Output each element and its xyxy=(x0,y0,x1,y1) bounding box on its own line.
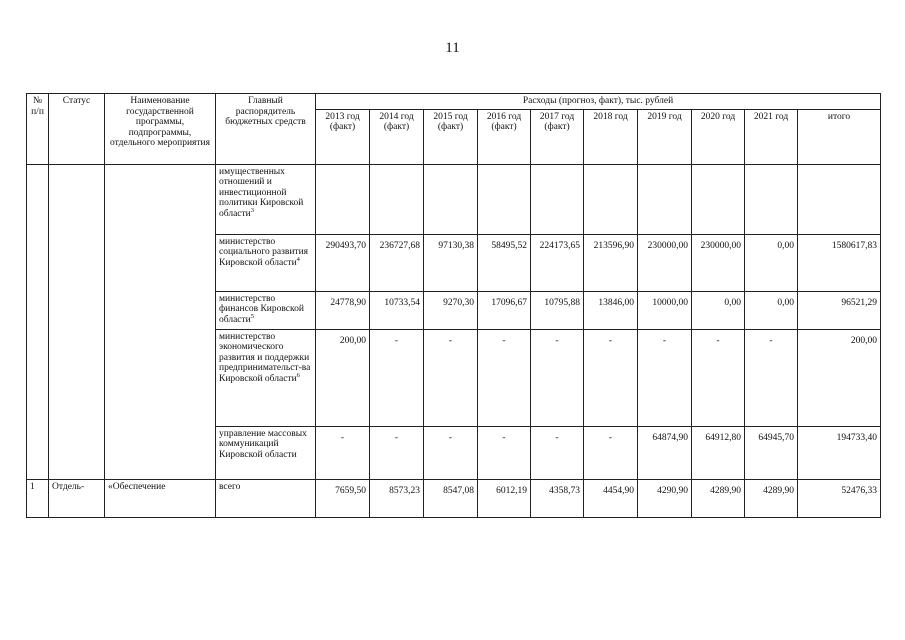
expense-value-cell: - xyxy=(424,329,478,426)
table-header xyxy=(27,94,881,165)
header-year: 2020 год xyxy=(692,109,745,164)
expense-value-cell: 52476,33 xyxy=(798,479,881,517)
expense-value-cell: 6012,19 xyxy=(478,479,531,517)
header-year: 2018 год xyxy=(584,109,638,164)
expense-value-cell: - xyxy=(370,426,424,479)
header-year: 2014 год (факт) xyxy=(370,109,424,164)
expense-value-cell: 8573,23 xyxy=(370,479,424,517)
expense-value-cell xyxy=(584,164,638,234)
status-cell: Отдель- xyxy=(49,479,105,517)
expense-value-cell: 4454,90 xyxy=(584,479,638,517)
expense-value-cell: 64874,90 xyxy=(638,426,692,479)
expense-value-cell: 4290,90 xyxy=(638,479,692,517)
budget-manager-cell xyxy=(216,426,316,479)
expense-value-cell: 4289,90 xyxy=(745,479,798,517)
footnote-mark: 4 xyxy=(296,255,300,263)
expense-value-cell: - xyxy=(692,329,745,426)
expense-value-cell: - xyxy=(745,329,798,426)
table-body xyxy=(27,164,881,517)
expense-value-cell: 7659,50 xyxy=(316,479,370,517)
expense-value-cell: - xyxy=(584,329,638,426)
expense-value-cell: 230000,00 xyxy=(638,234,692,291)
table-row xyxy=(27,479,881,517)
expense-value-cell: 10795,88 xyxy=(531,291,584,329)
expense-value-cell: 64912,80 xyxy=(692,426,745,479)
expense-value-cell: 200,00 xyxy=(316,329,370,426)
footnote-mark: 5 xyxy=(250,312,255,320)
expense-value-cell: - xyxy=(424,426,478,479)
expense-value-cell: - xyxy=(531,329,584,426)
expense-value-cell: 17096,67 xyxy=(478,291,531,329)
budget-manager-name: управление массовых коммуникаций Кировской области xyxy=(219,428,307,460)
budget-manager-name: имущественных отношений и инвестиционной политики Кировской области xyxy=(219,166,304,219)
expense-value-cell: - xyxy=(370,329,424,426)
row-name-cell xyxy=(105,164,216,479)
expense-value-cell: 1580617,83 xyxy=(798,234,881,291)
footnote-mark: 6 xyxy=(296,371,300,379)
header-year: 2021 год xyxy=(745,109,798,164)
expense-value-cell: 10733,54 xyxy=(370,291,424,329)
expense-value-cell: 24778,90 xyxy=(316,291,370,329)
expense-value-cell: 200,00 xyxy=(798,329,881,426)
expense-value-cell: 58495,52 xyxy=(478,234,531,291)
row-num-cell xyxy=(27,164,49,479)
expense-value-cell: 8547,08 xyxy=(424,479,478,517)
expense-value-cell: 0,00 xyxy=(745,291,798,329)
budget-manager-cell: всего xyxy=(216,479,316,517)
expense-value-cell xyxy=(424,164,478,234)
expense-value-cell: - xyxy=(478,426,531,479)
budget-manager-name: министерство экономического развития и поддержки предпринимательст-ва Кировской области xyxy=(219,331,311,384)
expense-value-cell xyxy=(692,164,745,234)
expense-value-cell: - xyxy=(531,426,584,479)
expense-value-cell: 0,00 xyxy=(745,234,798,291)
expense-value-cell: 290493,70 xyxy=(316,234,370,291)
budget-manager-cell xyxy=(216,164,316,234)
expense-value-cell xyxy=(531,164,584,234)
header-budget-manager: Главный распорядитель бюджетных средств xyxy=(216,94,316,165)
expense-value-cell xyxy=(745,164,798,234)
expense-value-cell: - xyxy=(584,426,638,479)
expense-value-cell: 213596,90 xyxy=(584,234,638,291)
expense-value-cell: 230000,00 xyxy=(692,234,745,291)
expense-value-cell: 194733,40 xyxy=(798,426,881,479)
budget-manager-cell xyxy=(216,234,316,291)
budget-manager-cell xyxy=(216,291,316,329)
expense-value-cell xyxy=(638,164,692,234)
expense-value-cell: 236727,68 xyxy=(370,234,424,291)
header-year: 2016 год (факт) xyxy=(478,109,531,164)
expense-value-cell xyxy=(316,164,370,234)
budget-manager-name: министерство социального развития Кировской области xyxy=(219,236,309,268)
expense-value-cell: 4289,90 xyxy=(692,479,745,517)
header-year: 2013 год (факт) xyxy=(316,109,370,164)
expense-value-cell: 64945,70 xyxy=(745,426,798,479)
table-row xyxy=(27,164,881,234)
expense-value-cell: - xyxy=(638,329,692,426)
expense-value-cell: 96521,29 xyxy=(798,291,881,329)
expense-value-cell xyxy=(370,164,424,234)
header-program-name: Наименование государственной программы, подпрограммы, отдельного мероприятия xyxy=(105,94,216,165)
header-year: 2015 год (факт) xyxy=(424,109,478,164)
budget-manager-cell xyxy=(216,329,316,426)
expense-value-cell: - xyxy=(316,426,370,479)
row-status-cell xyxy=(49,164,105,479)
header-num: № п/п xyxy=(27,94,49,165)
expense-value-cell: 10000,00 xyxy=(638,291,692,329)
row-number: 1 xyxy=(27,479,49,517)
expense-value-cell xyxy=(478,164,531,234)
program-name-cell: «Обеспечение xyxy=(105,479,216,517)
header-expenses-group: Расходы (прогноз, факт), тыс. рублей xyxy=(316,94,881,110)
budget-manager-name: министерство финансов Кировской области xyxy=(219,293,304,325)
expense-value-cell xyxy=(798,164,881,234)
expense-value-cell: - xyxy=(478,329,531,426)
expense-value-cell: 4358,73 xyxy=(531,479,584,517)
header-year: итого xyxy=(798,109,881,164)
expense-value-cell: 0,00 xyxy=(692,291,745,329)
expense-value-cell: 224173,65 xyxy=(531,234,584,291)
expense-value-cell: 97130,38 xyxy=(424,234,478,291)
page-number: 11 xyxy=(445,40,460,56)
header-year: 2017 год (факт) xyxy=(531,109,584,164)
expense-value-cell: 13846,00 xyxy=(584,291,638,329)
header-status: Статус xyxy=(49,94,105,165)
expense-value-cell: 9270,30 xyxy=(424,291,478,329)
budget-expenses-table xyxy=(26,93,881,518)
footnote-mark: 3 xyxy=(250,206,255,214)
header-year: 2019 год xyxy=(638,109,692,164)
